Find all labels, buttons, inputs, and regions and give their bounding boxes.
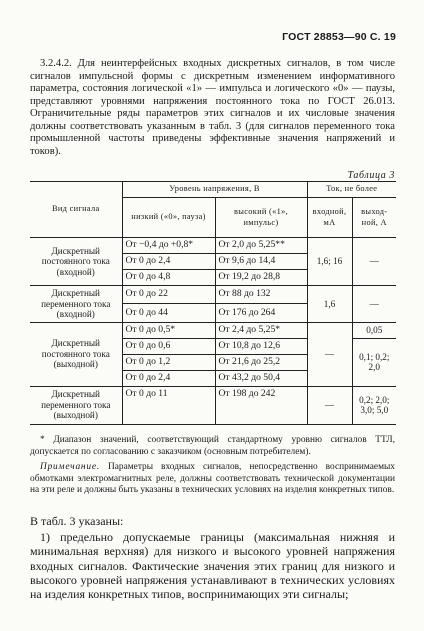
- low-level-cell: От 0 до 0,5*: [122, 322, 215, 338]
- low-level-cell: От 0 до 4,8: [122, 270, 215, 286]
- high-level-cell: От 2,4 до 5,25*: [215, 322, 307, 338]
- page-header: ГОСТ 28853—90 С. 19: [282, 31, 396, 43]
- low-level-cell: От 0 до 11: [122, 386, 215, 424]
- signal-type-cell: Дискретный постоянного тока (входной): [30, 238, 122, 286]
- low-level-cell: От −0,4 до +0,8*: [122, 238, 215, 254]
- output-current-cell: 0,05: [352, 322, 396, 338]
- low-level-cell: От 0 до 0,6: [122, 338, 215, 354]
- high-level-cell: От 43,2 до 50,4: [215, 370, 307, 386]
- high-level-cell: От 9,6 до 14,4: [215, 254, 307, 270]
- table-title: Таблица 3: [347, 170, 395, 181]
- note-label: Примечание.: [40, 462, 100, 472]
- signal-type-cell: Дискретный постоянного тока (выходной): [30, 322, 122, 386]
- high-level-cell: От 21,6 до 25,2: [215, 354, 307, 370]
- table-row: [30, 238, 396, 254]
- header-input-current: входной, мА: [307, 198, 352, 238]
- low-level-cell: От 0 до 44: [122, 304, 215, 322]
- table-note: [30, 462, 395, 497]
- output-current-cell: —: [352, 286, 396, 323]
- header-high-level: высокий («1», импульс): [215, 198, 307, 238]
- table-row: [30, 322, 396, 338]
- low-level-cell: От 0 до 1,2: [122, 354, 215, 370]
- high-level-cell: От 10,8 до 12,6: [215, 338, 307, 354]
- signal-type-cell: Дискретный переменного тока (входной): [30, 286, 122, 323]
- header-signal-type: Вид сигнала: [30, 182, 122, 238]
- table-footnote: * Диапазон значений, соответствующий стандартному уровню сигналов ТТЛ, допускается по согласованию с заказчиком (основным потребителем).: [30, 435, 395, 457]
- header-low-level: низкий («0», пауза): [122, 198, 215, 238]
- input-current-cell: —: [307, 386, 352, 424]
- table-row: [30, 386, 396, 424]
- input-current-cell: —: [307, 322, 352, 386]
- paragraph-item-1: 1) предельно допускаемые границы (максимальная нижняя и минимальная верхняя) для низкого и высокого уровней напряжения входных сигналов. Фактические значения этих границ для низкого и высокого уровней напряжения устанавливают в технических условиях на изделия конкретных типов, воспринимающих эти сигналы;: [30, 530, 395, 602]
- high-level-cell: От 176 до 264: [215, 304, 307, 322]
- paragraph-3-2-4-2: 3.2.4.2. Для неинтерфейсных входных дискретных сигналов, в том числе сигналов импульсной формы с дискретным изменением информативного параметра, состояния логической «1» — импульса и логического «0» — паузы, представляют уровнями напряжения постоянного тока по ГОСТ 26.013. Ограничительные ряды параметров этих сигналов и их числовые значения должны соответствовать указанным в табл. 3 (для сигналов переменного тока промышленной частоты приведены эффективные значения напряжений и токов).: [30, 58, 395, 157]
- high-level-cell: От 198 до 242: [215, 386, 307, 424]
- low-level-cell: От 0 до 22: [122, 286, 215, 304]
- input-current-cell: 1,6: [307, 286, 352, 323]
- output-current-cell: —: [352, 238, 396, 286]
- low-level-cell: От 0 до 2,4: [122, 254, 215, 270]
- high-level-cell: От 2,0 до 5,25**: [215, 238, 307, 254]
- high-level-cell: От 19,2 до 28,8: [215, 270, 307, 286]
- table-row: [30, 286, 396, 304]
- header-current: Ток, не более: [307, 182, 396, 198]
- input-current-cell: 1,6; 16: [307, 238, 352, 286]
- output-current-cell: 0,2; 2,0; 3,0; 5,0: [352, 386, 396, 424]
- output-current-cell: 0,1; 0,2; 2,0: [352, 338, 396, 386]
- high-level-cell: От 88 до 132: [215, 286, 307, 304]
- signal-parameters-table: [30, 181, 396, 425]
- paragraph-intro: В табл. 3 указаны:: [30, 514, 124, 528]
- note-text: Параметры входных сигналов, непосредственно воспринимаемых обмотками электромагнитных реле, должны соответствовать технической документации на эти реле и должны быть указаны в технических условиях на изделия конкретных типов.: [30, 462, 395, 495]
- low-level-cell: От 0 до 2,4: [122, 370, 215, 386]
- signal-type-cell: Дискретный переменного тока (выходной): [30, 386, 122, 424]
- header-output-current: выход-ной, А: [352, 198, 396, 238]
- header-voltage-level: Уровень напряжения, В: [122, 182, 307, 198]
